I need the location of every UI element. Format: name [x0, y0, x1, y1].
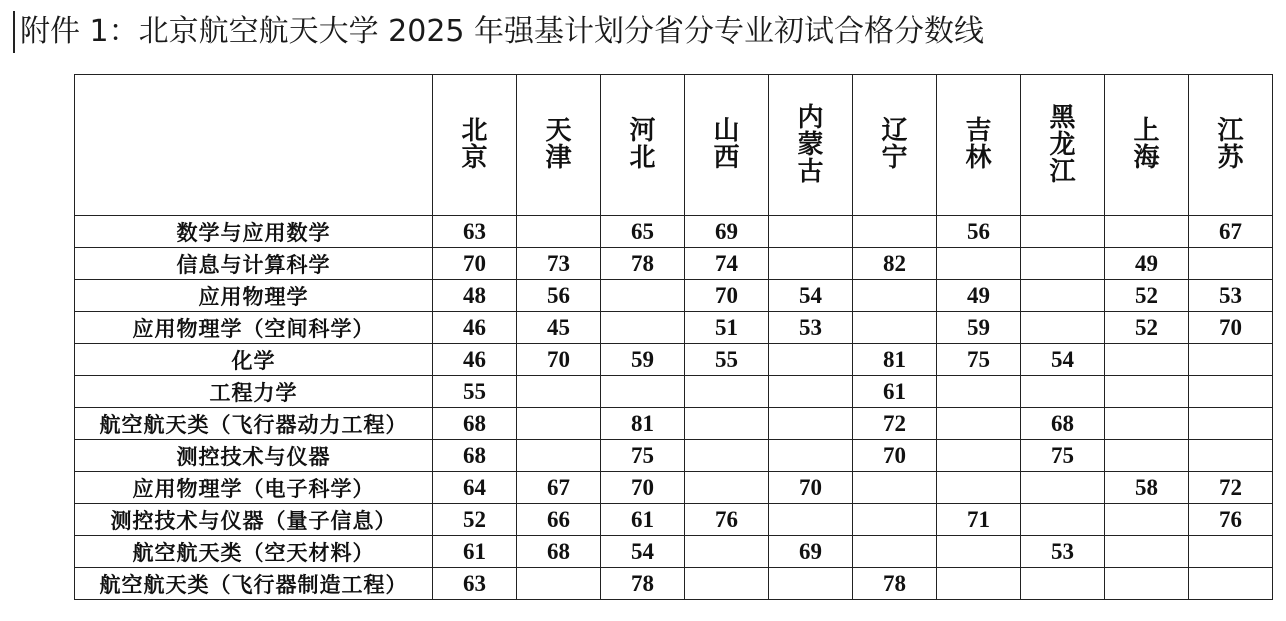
score-cell	[517, 376, 601, 408]
table-row	[75, 216, 1273, 248]
score-cell	[1105, 216, 1189, 248]
score-cell	[1021, 248, 1105, 280]
score-cell: 54	[1021, 344, 1105, 376]
score-cell	[685, 536, 769, 568]
score-cell: 68	[517, 536, 601, 568]
score-cell: 56	[937, 216, 1021, 248]
score-cell: 53	[1189, 280, 1273, 312]
score-cell: 61	[601, 504, 685, 536]
major-name-cell: 航空航天类（飞行器制造工程）	[75, 568, 433, 600]
score-cell	[1105, 408, 1189, 440]
province-label: 吉林	[965, 116, 992, 173]
document-title: 附件 1：北京航空航天大学 2025 年强基计划分省分专业初试合格分数线	[20, 14, 985, 49]
score-cell	[1105, 344, 1189, 376]
table-row	[75, 408, 1273, 440]
score-cell	[853, 216, 937, 248]
score-cell	[1189, 248, 1273, 280]
province-label: 江苏	[1217, 116, 1244, 173]
table-row	[75, 504, 1273, 536]
score-cell	[601, 312, 685, 344]
score-cell: 52	[433, 504, 517, 536]
score-cell: 52	[1105, 312, 1189, 344]
score-cell: 59	[937, 312, 1021, 344]
score-cell: 74	[685, 248, 769, 280]
score-cell: 61	[433, 536, 517, 568]
table-row	[75, 568, 1273, 600]
score-cell: 70	[601, 472, 685, 504]
score-cell: 72	[853, 408, 937, 440]
score-cell: 58	[1105, 472, 1189, 504]
score-cell: 53	[1021, 536, 1105, 568]
province-label: 内蒙古	[797, 102, 824, 187]
score-cell	[937, 568, 1021, 600]
score-cell	[937, 376, 1021, 408]
province-header-cell	[937, 75, 1021, 216]
score-cell: 78	[601, 568, 685, 600]
province-header-cell	[685, 75, 769, 216]
score-cell	[1189, 344, 1273, 376]
table-body	[75, 216, 1273, 600]
score-cell	[517, 440, 601, 472]
major-name-cell: 航空航天类（空天材料）	[75, 536, 433, 568]
score-cell: 76	[1189, 504, 1273, 536]
score-cell: 75	[937, 344, 1021, 376]
score-cell: 55	[433, 376, 517, 408]
province-header-cell	[601, 75, 685, 216]
score-cell: 75	[601, 440, 685, 472]
major-name-cell: 应用物理学	[75, 280, 433, 312]
score-cell	[1189, 536, 1273, 568]
score-cell: 45	[517, 312, 601, 344]
score-cell	[1021, 376, 1105, 408]
province-header-cell	[517, 75, 601, 216]
score-cell	[937, 248, 1021, 280]
score-cell: 63	[433, 216, 517, 248]
score-cell	[937, 536, 1021, 568]
score-cell: 69	[769, 536, 853, 568]
score-cell: 54	[769, 280, 853, 312]
score-cell	[853, 504, 937, 536]
table-row	[75, 536, 1273, 568]
province-header-cell	[853, 75, 937, 216]
major-name-cell: 数学与应用数学	[75, 216, 433, 248]
score-cell	[517, 216, 601, 248]
score-cell: 68	[1021, 408, 1105, 440]
score-cell	[1105, 440, 1189, 472]
score-cell: 78	[853, 568, 937, 600]
score-cell	[769, 248, 853, 280]
score-cell	[685, 376, 769, 408]
score-cell	[1021, 312, 1105, 344]
score-cell	[769, 216, 853, 248]
table-row	[75, 312, 1273, 344]
major-name-cell: 工程力学	[75, 376, 433, 408]
province-header-cell	[769, 75, 853, 216]
province-label: 辽宁	[881, 116, 908, 173]
major-name-cell: 化学	[75, 344, 433, 376]
score-cell	[853, 280, 937, 312]
table-row	[75, 440, 1273, 472]
score-cell	[853, 312, 937, 344]
score-cell	[1105, 536, 1189, 568]
score-cell: 75	[1021, 440, 1105, 472]
province-label: 山西	[713, 116, 740, 173]
province-header-cell	[1021, 75, 1105, 216]
score-table	[74, 74, 1273, 600]
score-cell: 76	[685, 504, 769, 536]
score-cell: 54	[601, 536, 685, 568]
header-corner-cell	[75, 75, 433, 216]
score-cell: 72	[1189, 472, 1273, 504]
score-cell: 51	[685, 312, 769, 344]
score-cell	[685, 440, 769, 472]
score-cell: 70	[769, 472, 853, 504]
score-cell: 65	[601, 216, 685, 248]
province-label: 黑龙江	[1049, 102, 1076, 187]
major-name-cell: 应用物理学（空间科学）	[75, 312, 433, 344]
score-cell: 70	[853, 440, 937, 472]
score-cell: 67	[517, 472, 601, 504]
score-cell	[853, 472, 937, 504]
score-cell: 67	[1189, 216, 1273, 248]
score-cell	[853, 536, 937, 568]
score-cell: 71	[937, 504, 1021, 536]
score-cell	[1105, 376, 1189, 408]
score-cell: 61	[853, 376, 937, 408]
score-cell	[1105, 504, 1189, 536]
province-label: 北京	[461, 116, 488, 173]
score-cell: 46	[433, 312, 517, 344]
score-cell: 48	[433, 280, 517, 312]
score-cell: 63	[433, 568, 517, 600]
province-label: 上海	[1133, 116, 1160, 173]
score-cell	[1189, 568, 1273, 600]
score-cell: 55	[685, 344, 769, 376]
score-cell	[769, 344, 853, 376]
score-cell	[1021, 504, 1105, 536]
score-cell: 68	[433, 408, 517, 440]
score-cell	[685, 568, 769, 600]
major-name-cell: 航空航天类（飞行器动力工程）	[75, 408, 433, 440]
province-label: 河北	[629, 116, 656, 173]
table-header-row	[75, 75, 1273, 216]
major-name-cell: 信息与计算科学	[75, 248, 433, 280]
score-cell	[937, 408, 1021, 440]
score-cell	[1189, 440, 1273, 472]
score-cell: 81	[853, 344, 937, 376]
score-cell: 81	[601, 408, 685, 440]
score-cell: 52	[1105, 280, 1189, 312]
score-cell	[769, 504, 853, 536]
score-cell: 82	[853, 248, 937, 280]
score-cell	[685, 472, 769, 504]
score-cell: 70	[517, 344, 601, 376]
score-cell	[1105, 568, 1189, 600]
score-cell: 49	[937, 280, 1021, 312]
score-cell	[937, 440, 1021, 472]
score-cell: 46	[433, 344, 517, 376]
major-name-cell: 应用物理学（电子科学）	[75, 472, 433, 504]
province-header-cell	[1189, 75, 1273, 216]
score-cell: 49	[1105, 248, 1189, 280]
province-label: 天津	[545, 116, 572, 173]
score-cell	[769, 568, 853, 600]
text-cursor	[13, 11, 15, 53]
score-cell: 69	[685, 216, 769, 248]
score-cell	[769, 408, 853, 440]
score-cell: 66	[517, 504, 601, 536]
province-header-cell	[1105, 75, 1189, 216]
score-cell	[685, 408, 769, 440]
table-row	[75, 344, 1273, 376]
score-cell	[769, 440, 853, 472]
score-cell	[1021, 216, 1105, 248]
score-cell	[517, 408, 601, 440]
score-cell	[601, 280, 685, 312]
score-cell: 56	[517, 280, 601, 312]
table-row	[75, 280, 1273, 312]
score-cell: 68	[433, 440, 517, 472]
score-cell: 73	[517, 248, 601, 280]
province-header-cell	[433, 75, 517, 216]
table-row	[75, 376, 1273, 408]
score-cell	[1189, 408, 1273, 440]
score-cell	[1021, 568, 1105, 600]
score-cell: 70	[1189, 312, 1273, 344]
score-cell	[769, 376, 853, 408]
table-row	[75, 248, 1273, 280]
score-cell	[1021, 472, 1105, 504]
score-cell: 70	[433, 248, 517, 280]
score-cell: 70	[685, 280, 769, 312]
major-name-cell: 测控技术与仪器（量子信息）	[75, 504, 433, 536]
score-cell	[517, 568, 601, 600]
score-cell	[1021, 280, 1105, 312]
score-cell	[1189, 376, 1273, 408]
score-cell: 64	[433, 472, 517, 504]
score-cell: 59	[601, 344, 685, 376]
major-name-cell: 测控技术与仪器	[75, 440, 433, 472]
score-cell: 53	[769, 312, 853, 344]
score-cell	[937, 472, 1021, 504]
score-cell	[601, 376, 685, 408]
table-row	[75, 472, 1273, 504]
score-cell: 78	[601, 248, 685, 280]
